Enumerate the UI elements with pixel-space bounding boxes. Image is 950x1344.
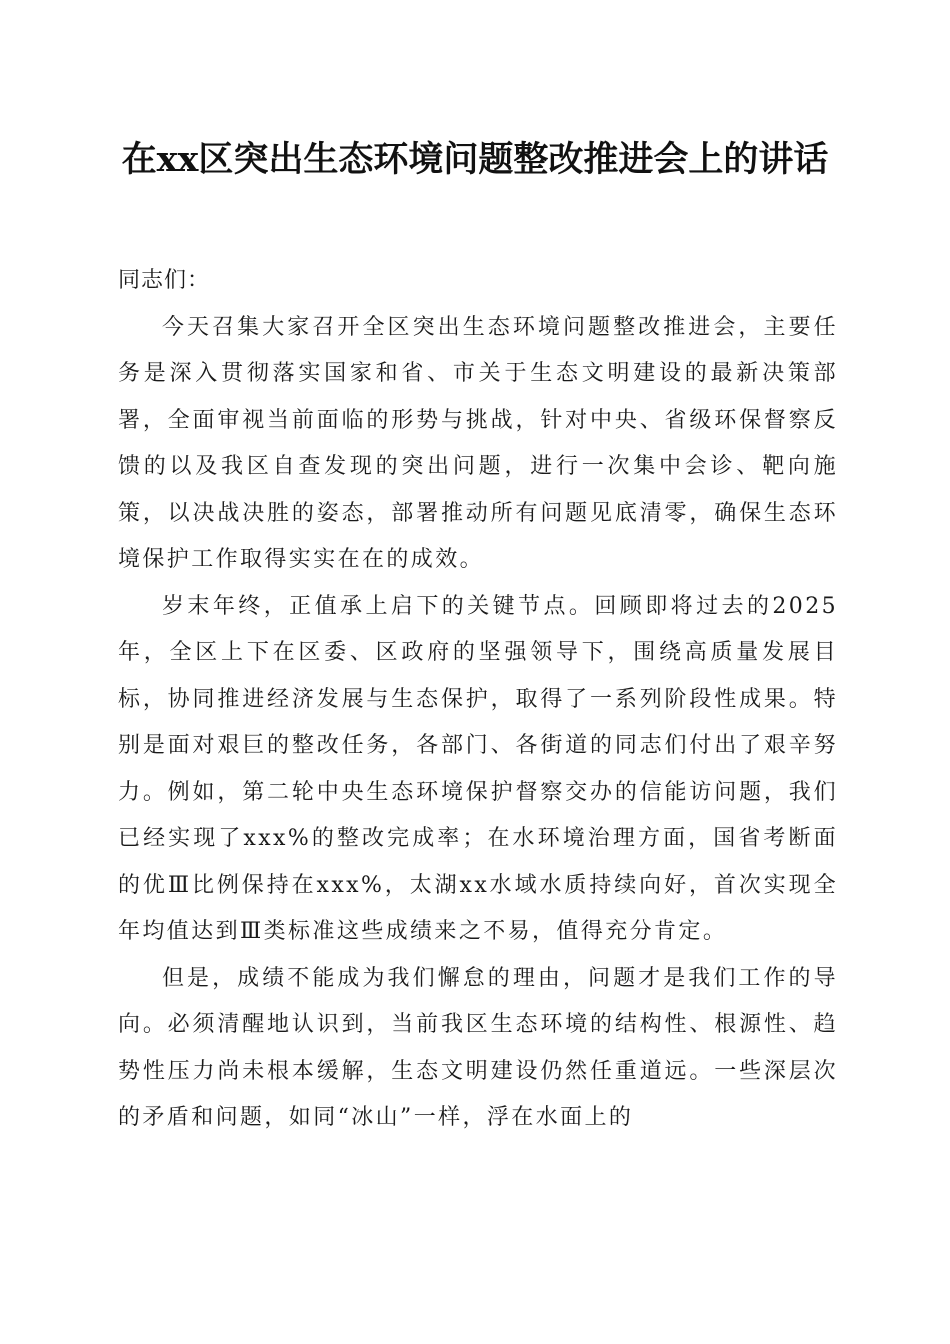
document-title: 在xx区突出生态环境问题整改推进会上的讲话 [121,139,829,180]
document-body [118,258,838,1142]
paragraph-2: 岁末年终，正值承上启下的关键节点。回顾即将过去的2025年，全区上下在区委、区政府的坚强领导下，围绕高质量发展目标，协同推进经济发展与生态保护，取得了一系列阶段性成果。特别是面对艰巨的整改任务，各部门、各街道的同志们付出了艰辛努力。例如，第二轮中央生态环境保护督察交办的信能访问题，我们已经实现了xxx%的整改完成率；在水环境治理方面，国省考断面的优Ⅲ比例保持在xxx%，太湖xx水域水质持续向好，首次实现全年均值达到Ⅲ类标准这些成绩来之不易，值得充分肯定。 [118,593,838,944]
paragraph-1: 今天召集大家召开全区突出生态环境问题整改推进会，主要任务是深入贯彻落实国家和省、市关于生态文明建设的最新决策部署，全面审视当前面临的形势与挑战，针对中央、省级环保督察反馈的以及我区自查发现的突出问题，进行一次集中会诊、靶向施策，以决战决胜的姿态，部署推动所有问题见底清零，确保生态环境保护工作取得实实在在的成效。 [118,314,838,572]
paragraph-3: 但是，成绩不能成为我们懈怠的理由，问题才是我们工作的导向。必须清醒地认识到，当前我区生态环境的结构性、根源性、趋势性压力尚未根本缓解，生态文明建设仍然任重道远。一些深层次的矛盾和问题，如同“冰山”一样，浮在水面上的 [118,965,838,1130]
salutation: 同志们： [118,268,211,293]
